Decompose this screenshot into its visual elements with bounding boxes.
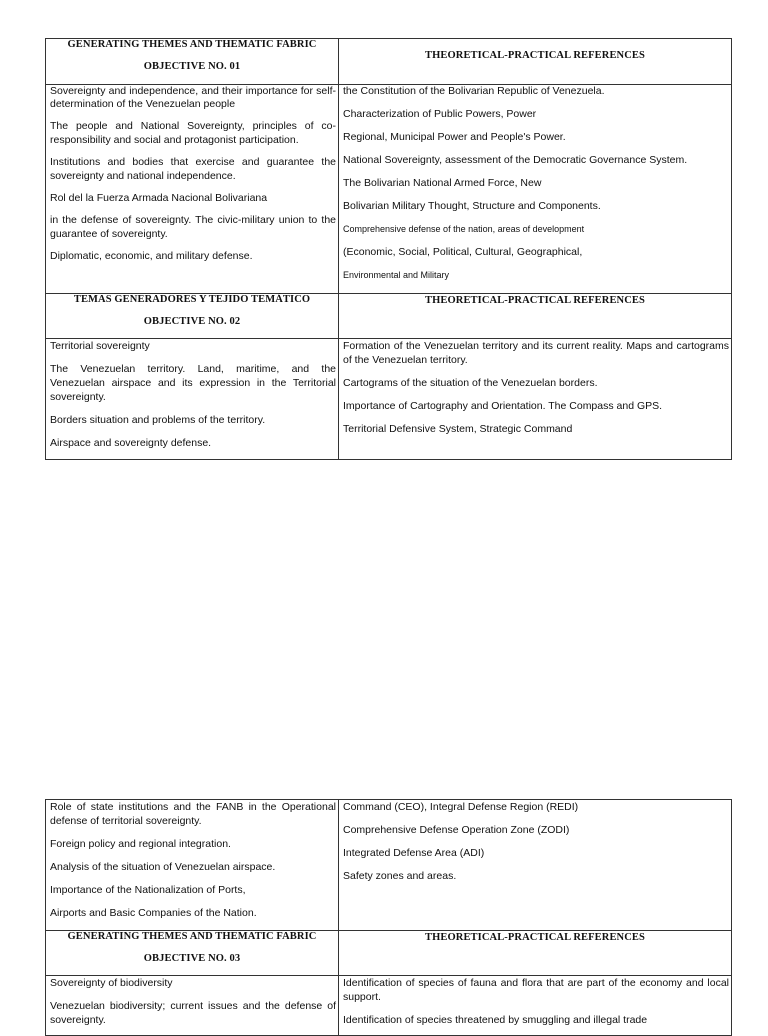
themes-cell [46, 800, 339, 931]
header-title: GENERATING THEMES AND THEMATIC FABRIC [67, 39, 317, 50]
theme-item: Borders situation and problems of the territory. [50, 414, 266, 426]
reference-item: The Bolivarian National Armed Force, New [343, 177, 542, 189]
table-body-row [46, 976, 732, 1036]
reference-item: Identification of species threatened by smuggling and illegal trade [343, 1014, 648, 1026]
reference-item: the Constitution of the Bolivarian Republic of Venezuela. [343, 85, 605, 97]
curriculum-table-2 [45, 799, 732, 1036]
reference-item: Territorial Defensive System, Strategic Command [343, 423, 573, 435]
table-body-row [46, 800, 732, 931]
header-title: GENERATING THEMES AND THEMATIC FABRIC [67, 931, 317, 942]
table-body-row [46, 85, 732, 294]
table-header-row [46, 294, 732, 339]
table-header-row [46, 931, 732, 976]
theme-item: Airports and Basic Companies of the Nation. [50, 907, 257, 919]
reference-item: Identification of species of fauna and flora that are part of the economy and local support. [343, 977, 729, 1003]
references-cell [339, 339, 732, 460]
theme-item: Importance of the Nationalization of Ports, [50, 884, 246, 896]
objective-label: OBJECTIVE NO. 01 [143, 61, 241, 72]
reference-item: Comprehensive defense of the nation, areas of development [343, 224, 585, 234]
header-cell-right [339, 39, 732, 85]
reference-item: Cartograms of the situation of the Venezuelan borders. [343, 377, 598, 389]
theme-item: Rol del la Fuerza Armada Nacional Bolivariana [50, 192, 268, 204]
theme-item: Sovereignty of biodiversity [50, 977, 173, 989]
reference-item: Safety zones and areas. [343, 870, 457, 882]
table-body-row [46, 339, 732, 460]
references-header: THEORETICAL-PRACTICAL REFERENCES [425, 50, 645, 61]
reference-item: Environmental and Military [343, 270, 450, 280]
references-cell [339, 800, 732, 931]
theme-item: Role of state institutions and the FANB in the Operational defense of territorial sovereignty. [50, 801, 336, 827]
table-header-row [46, 39, 732, 85]
reference-item: Importance of Cartography and Orientation. The Compass and GPS. [343, 400, 663, 412]
themes-cell [46, 85, 339, 294]
reference-item: Integrated Defense Area (ADI) [343, 847, 485, 859]
theme-item: Territorial sovereignty [50, 340, 150, 352]
header-cell-right [339, 931, 732, 976]
objective-label: OBJECTIVE NO. 03 [143, 953, 241, 964]
theme-item: Analysis of the situation of Venezuelan airspace. [50, 861, 276, 873]
theme-item: Institutions and bodies that exercise and guarantee the sovereignty and national independence. [50, 156, 336, 182]
reference-item: Command (CEO), Integral Defense Region (REDI) [343, 801, 579, 813]
reference-item: (Economic, Social, Political, Cultural, Geographical, [343, 246, 583, 258]
reference-item: Formation of the Venezuelan territory and its current reality. Maps and cartograms of the Venezuelan territory. [343, 340, 729, 366]
reference-item: Characterization of Public Powers, Power [343, 108, 537, 120]
themes-cell [46, 339, 339, 460]
objective-label: OBJECTIVE NO. 02 [143, 316, 241, 327]
theme-item: Foreign policy and regional integration. [50, 838, 231, 850]
header-title: TEMAS GENERADORES Y TEJIDO TEMÁTICO [73, 294, 311, 305]
header-cell-left [46, 931, 339, 976]
theme-item: The people and National Sovereignty, principles of co-responsibility and social and protagonist participation. [50, 120, 336, 146]
theme-item: The Venezuelan territory. Land, maritime, and the Venezuelan airspace and its expression in the Territorial sovereignty. [50, 363, 336, 403]
theme-item: Diplomatic, economic, and military defense. [50, 250, 253, 262]
references-header: THEORETICAL-PRACTICAL REFERENCES [425, 932, 645, 943]
reference-item: Bolivarian Military Thought, Structure and Components. [343, 200, 601, 212]
references-cell [339, 976, 732, 1036]
header-cell-right [339, 294, 732, 339]
theme-item: Airspace and sovereignty defense. [50, 437, 212, 449]
references-cell [339, 85, 732, 294]
curriculum-table-1 [45, 38, 732, 460]
themes-cell [46, 976, 339, 1036]
theme-item: in the defense of sovereignty. The civic-military union to the guarantee of sovereignty. [50, 214, 336, 240]
references-header: THEORETICAL-PRACTICAL REFERENCES [425, 295, 645, 306]
reference-item: National Sovereignty, assessment of the Democratic Governance System. [343, 154, 688, 166]
reference-item: Comprehensive Defense Operation Zone (ZODI) [343, 824, 570, 836]
header-cell-left [46, 39, 339, 85]
reference-item: Regional, Municipal Power and People's Power. [343, 131, 566, 143]
theme-item: Venezuelan biodiversity; current issues and the defense of sovereignty. [50, 1000, 336, 1026]
theme-item: Sovereignty and independence, and their importance for self-determination of the Venezuelan people [50, 85, 336, 110]
header-cell-left [46, 294, 339, 339]
